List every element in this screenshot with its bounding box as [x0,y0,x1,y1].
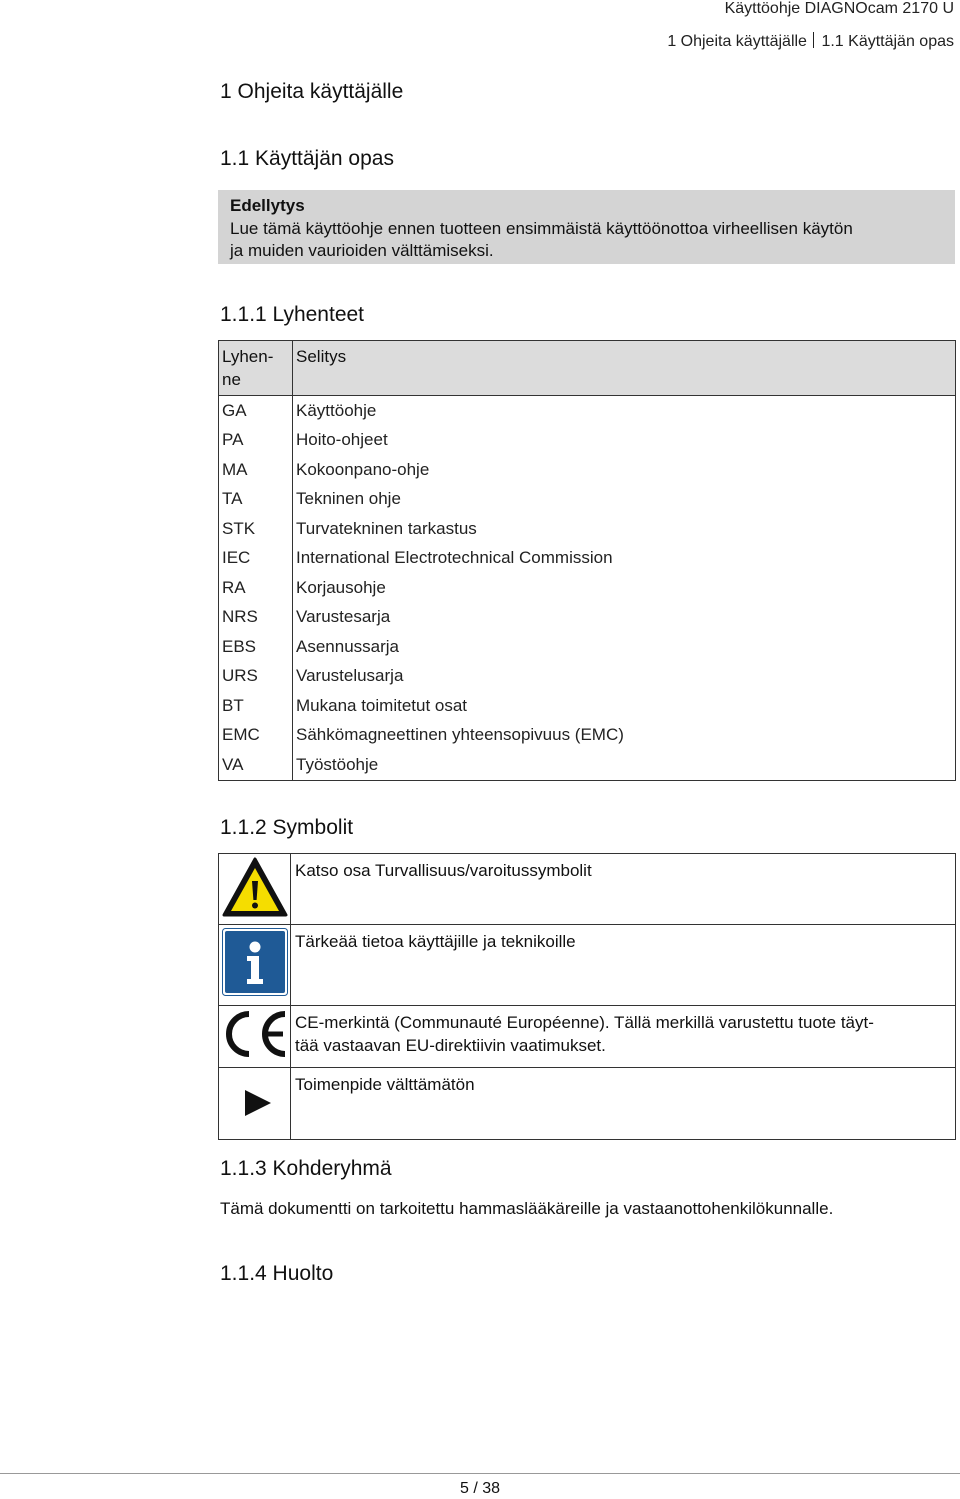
target-group-text: Tämä dokumentti on tarkoitettu hammaslääkäreille ja vastaanottohenkilökunnalle. [220,1199,834,1218]
abbr-cell: EMC [219,721,293,751]
table-row [219,691,956,721]
column-header-abbreviation [219,341,293,396]
desc-cell: Asennussarja [293,632,956,662]
abbr-cell: STK [219,514,293,544]
desc-cell: Varustesarja [293,603,956,633]
desc-cell: Hoito-ohjeet [293,426,956,456]
prerequisite-note [218,190,955,264]
footer-divider [0,1473,960,1474]
abbr-cell: MA [219,455,293,485]
column-header-explanation: Selitys [293,341,956,396]
symbol-row [219,1006,956,1068]
table-row [219,721,956,751]
symbol-description [291,1006,956,1068]
chapter-heading: 1 Ohjeita käyttäjälle [220,80,404,103]
desc-cell: Tekninen ohje [293,485,956,515]
abbr-cell: GA [219,396,293,426]
desc-cell: International Electrotechnical Commission [293,544,956,574]
abbr-cell: URS [219,662,293,692]
table-row [219,396,956,426]
symbols-table [218,853,956,1140]
abbr-cell: TA [219,485,293,515]
abbr-cell: PA [219,426,293,456]
abbr-cell: EBS [219,632,293,662]
abbr-cell: IEC [219,544,293,574]
table-row [219,426,956,456]
table-row [219,544,956,574]
symbol-row [219,1068,956,1140]
symbol-icon-cell [219,1006,291,1068]
desc-cell: Varustelusarja [293,662,956,692]
symbol-icon-cell [219,854,291,925]
abbr-cell: VA [219,750,293,780]
abbreviations-table [218,340,956,781]
maintenance-heading: 1.1.4 Huolto [220,1262,334,1285]
abbr-cell: NRS [219,603,293,633]
action-arrow-icon [243,1089,273,1117]
table-row [219,514,956,544]
section-heading: 1.1 Käyttäjän opas [220,147,394,170]
desc-cell: Sähkömagneettinen yhteensopivuus (EMC) [293,721,956,751]
info-icon [222,928,288,996]
symbol-row [219,925,956,1006]
table-row [219,750,956,780]
warning-triangle-icon [221,856,289,918]
prerequisite-text-line-2: ja muiden vaurioiden välttämiseksi. [230,241,494,260]
desc-cell: Turvatekninen tarkastus [293,514,956,544]
desc-cell: Kokoonpano-ohje [293,455,956,485]
desc-cell: Mukana toimitetut osat [293,691,956,721]
prerequisite-text-line-1: Lue tämä käyttöohje ennen tuotteen ensimmäistä käyttöönottoa virheellisen käytön [230,219,853,238]
symbol-icon-cell [219,1068,291,1140]
target-group-heading: 1.1.3 Kohderyhmä [220,1157,392,1180]
abbr-cell: BT [219,691,293,721]
table-row [219,603,956,633]
symbols-heading: 1.1.2 Symbolit [220,816,354,839]
symbol-row [219,854,956,925]
document-title: Käyttöohje DIAGNOcam 2170 U [724,0,954,17]
breadcrumb-chapter: 1 Ohjeita käyttäjälle [667,33,807,50]
desc-cell: Korjausohje [293,573,956,603]
prerequisite-title: Edellytys [230,196,305,215]
abbr-cell: RA [219,573,293,603]
breadcrumb [667,32,954,51]
symbol-description: Tärkeää tietoa käyttäjille ja teknikoille [291,925,956,1006]
table-row [219,662,956,692]
table-row [219,573,956,603]
symbol-description-line-1: CE-merkintä (Communauté Européenne). Tällä merkillä varustettu tuote täyt- [295,1013,874,1032]
symbol-description: Katso osa Turvallisuus/varoitussymbolit [291,854,956,925]
table-row [219,632,956,662]
table-row [219,485,956,515]
table-row [219,455,956,485]
abbreviations-heading: 1.1.1 Lyhenteet [220,303,365,326]
desc-cell: Työstöohje [293,750,956,780]
breadcrumb-separator [813,32,815,48]
breadcrumb-section: 1.1 Käyttäjän opas [821,33,954,50]
symbol-icon-cell [219,925,291,1006]
ce-mark-icon [223,1009,287,1059]
column-header-abbreviation-line-2: ne [222,370,241,389]
desc-cell: Käyttöohje [293,396,956,426]
symbol-description: Toimenpide välttämätön [291,1068,956,1140]
symbol-description-line-2: tää vastaavan EU-direktiivin vaatimukset. [295,1036,606,1055]
column-header-abbreviation-line-1: Lyhen- [222,347,274,366]
page-number: 5 / 38 [459,1480,501,1497]
table-header-row [219,341,956,396]
